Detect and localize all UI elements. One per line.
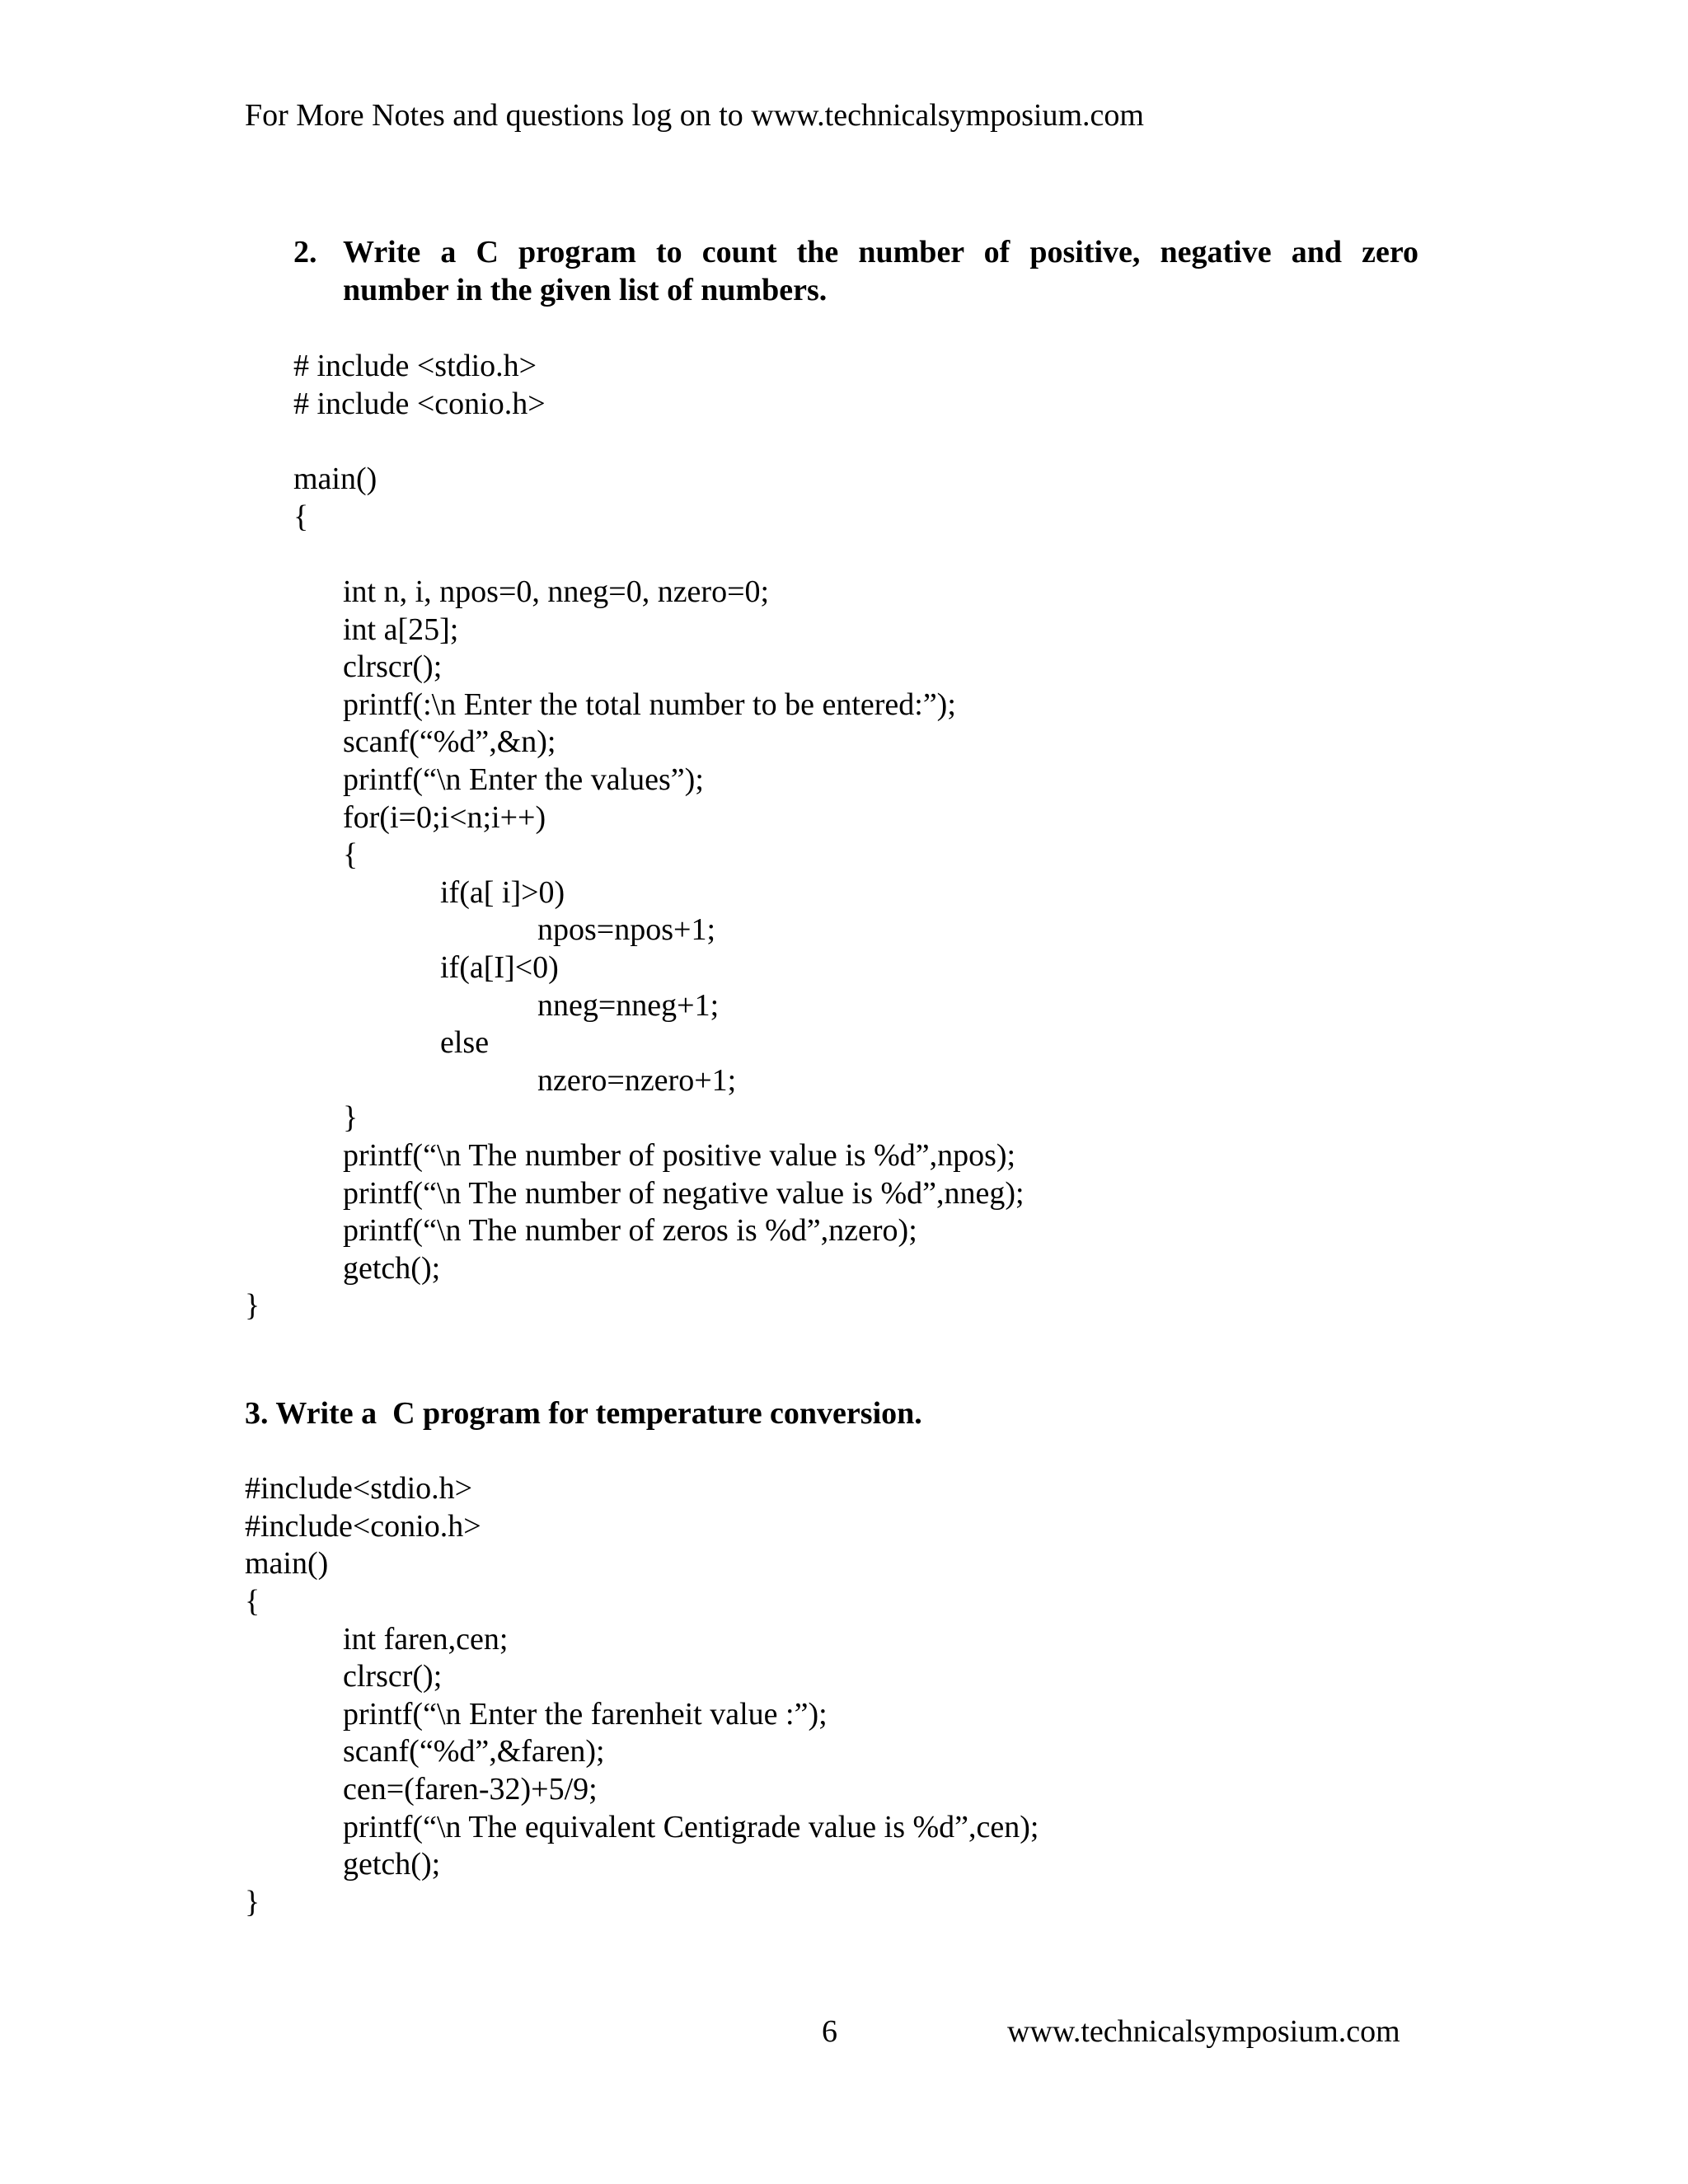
- q2-code-line: }: [245, 1288, 260, 1323]
- q2-code-line: printf(“\n The number of zeros is %d”,nzero);: [343, 1213, 917, 1248]
- q2-code-line: scanf(“%d”,&n);: [343, 724, 556, 759]
- q2-code-line: for(i=0;i<n;i++): [343, 800, 546, 835]
- q3-code-line: int faren,cen;: [343, 1622, 509, 1657]
- q3-code-line: #include<stdio.h>: [245, 1471, 473, 1506]
- question-2-heading: [293, 233, 1418, 309]
- q2-code-line: int a[25];: [343, 612, 459, 647]
- footer-site-link[interactable]: www.technicalsymposium.com: [1007, 2014, 1400, 2049]
- q2-code-line: # include <conio.h>: [293, 387, 546, 421]
- q3-code-line: cen=(faren-32)+5/9;: [343, 1772, 598, 1807]
- q2-code-line: npos=npos+1;: [537, 912, 715, 947]
- q3-code-line: clrscr();: [343, 1659, 443, 1694]
- q2-code-line: int n, i, npos=0, nneg=0, nzero=0;: [343, 574, 770, 609]
- q3-code-line: #include<conio.h>: [245, 1509, 481, 1544]
- q2-code-line: else: [440, 1025, 490, 1060]
- q2-code-line: if(a[I]<0): [440, 950, 559, 985]
- page-number: 6: [822, 2014, 837, 2049]
- q2-code-line: nneg=nneg+1;: [537, 988, 720, 1023]
- q3-code-line: {: [245, 1584, 260, 1619]
- question-2-title-line-2: number in the given list of numbers.: [343, 273, 828, 307]
- q3-code-line: printf(“\n The equivalent Centigrade value is %d”,cen);: [343, 1810, 1039, 1844]
- q2-code-line: }: [343, 1100, 359, 1135]
- q2-code-line: clrscr();: [343, 649, 443, 684]
- question-3-heading: 3. Write a C program for temperature conversion.: [245, 1396, 922, 1431]
- q2-code-line: main(): [293, 462, 377, 496]
- q2-code-line: if(a[ i]>0): [440, 875, 565, 910]
- page-header: For More Notes and questions log on to www.technicalsymposium.com: [245, 98, 1144, 133]
- q3-code-line: }: [245, 1885, 260, 1919]
- q2-code-line: {: [293, 499, 309, 534]
- q3-code-line: scanf(“%d”,&faren);: [343, 1734, 605, 1769]
- q2-code-line: # include <stdio.h>: [293, 349, 537, 383]
- q2-code-line: {: [343, 837, 359, 872]
- q2-code-line: printf(:\n Enter the total number to be entered:”);: [343, 687, 956, 722]
- q3-code-line: main(): [245, 1546, 329, 1581]
- question-2-number: 2.: [293, 235, 317, 269]
- q2-code-line: nzero=nzero+1;: [537, 1063, 737, 1098]
- question-2-title-line-1: Write a C program to count the number of positive, negative and zero: [343, 235, 1418, 269]
- q3-code-line: printf(“\n Enter the farenheit value :”);: [343, 1697, 828, 1732]
- q2-code-line: printf(“\n Enter the values”);: [343, 762, 704, 797]
- q2-code-line: getch();: [343, 1251, 441, 1286]
- q2-code-line: printf(“\n The number of positive value is %d”,npos);: [343, 1138, 1016, 1173]
- q2-code-line: printf(“\n The number of negative value is %d”,nneg);: [343, 1176, 1025, 1211]
- q3-code-line: getch();: [343, 1847, 441, 1882]
